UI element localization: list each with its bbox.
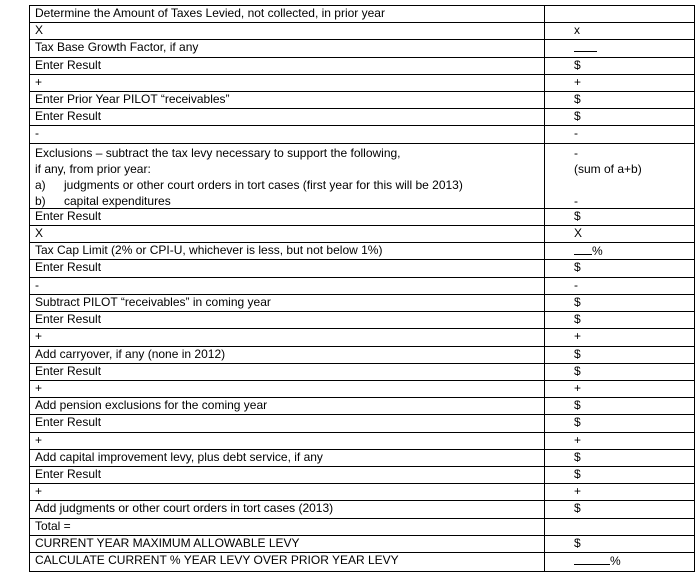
table-row (29, 347, 695, 363)
row-label: Enter Result (35, 415, 102, 429)
exclusions-dash: - (574, 146, 578, 160)
row-value: $ (574, 295, 581, 309)
growth-factor-input-blank[interactable] (574, 40, 597, 56)
row-value: $ (574, 260, 581, 274)
row-label: CURRENT YEAR MAXIMUM ALLOWABLE LEVY (35, 536, 300, 550)
row-value: x (574, 23, 580, 37)
table-row (29, 295, 695, 311)
row-label: Add capital improvement levy, plus debt service, if any (35, 450, 323, 464)
row-label: Enter Result (35, 260, 102, 274)
table-row (29, 40, 695, 57)
row-label: + (35, 433, 43, 447)
row-label: Enter Prior Year PILOT “receivables” (35, 92, 230, 106)
row-value: $ (574, 109, 581, 123)
row-value: $ (574, 450, 581, 464)
exclusions-subheading: if any, from prior year: (35, 162, 151, 176)
exclusion-item-b: b) capital expenditures (35, 194, 171, 208)
table-row (29, 109, 695, 125)
exclusion-item-a: a) judgments or other court orders in tort cases (first year for this will be 2013) (35, 178, 463, 192)
table-row (29, 553, 695, 571)
row-label: Tax Cap Limit (2% or CPI-U, whichever is less, but not below 1%) (35, 243, 383, 257)
table-row (29, 243, 695, 259)
table-row (29, 381, 695, 397)
row-value: $ (574, 364, 581, 378)
row-value: + (574, 381, 582, 395)
row-label: Enter Result (35, 58, 102, 72)
table-row (29, 6, 695, 22)
row-value: X (574, 226, 583, 240)
table-row (29, 226, 695, 242)
row-label: Add carryover, if any (none in 2012) (35, 347, 226, 361)
row-value: + (574, 433, 582, 447)
row-label: Tax Base Growth Factor, if any (35, 40, 199, 54)
table-row (29, 58, 695, 74)
table-row (29, 126, 695, 143)
row-value: $ (574, 398, 581, 412)
row-label: - (35, 278, 39, 292)
row-label: + (35, 484, 43, 498)
row-label: + (35, 329, 43, 343)
row-label: Add judgments or other court orders in tort cases (2013) (35, 501, 334, 515)
row-label: + (35, 75, 43, 89)
row-value: + (574, 484, 582, 498)
row-label: CALCULATE CURRENT % YEAR LEVY OVER PRIOR YEAR LEVY (35, 553, 399, 567)
row-label: Total = (35, 519, 71, 533)
table-row (29, 92, 695, 108)
row-value: - (574, 126, 578, 140)
row-value: $ (574, 467, 581, 481)
table-row (29, 23, 695, 39)
row-label: Enter Result (35, 209, 102, 223)
table-row (29, 501, 695, 518)
row-value: $ (574, 501, 581, 515)
table-row (29, 450, 695, 466)
row-label: X (35, 226, 44, 240)
table-row (29, 519, 695, 535)
table-row (29, 209, 695, 225)
table-row (29, 433, 695, 449)
row-value: $ (574, 536, 581, 550)
table-row (29, 398, 695, 414)
table-row (29, 75, 695, 91)
exclusions-row (29, 144, 695, 208)
row-label: Subtract PILOT “receivables” in coming year (35, 295, 271, 309)
tax-cap-percent-blank[interactable] (574, 243, 603, 259)
table-row (29, 312, 695, 328)
tax-levy-worksheet-table (29, 5, 695, 572)
percent-sign: % (592, 244, 603, 258)
final-percent-blank[interactable] (574, 553, 621, 569)
table-row (29, 260, 695, 277)
row-label: Enter Result (35, 364, 102, 378)
row-label: Enter Result (35, 312, 102, 326)
percent-sign: % (610, 554, 621, 568)
table-row (29, 364, 695, 380)
row-value: + (574, 329, 582, 343)
row-value: + (574, 75, 582, 89)
table-row (29, 484, 695, 500)
row-value: $ (574, 415, 581, 429)
row-value: $ (574, 312, 581, 326)
row-label: Enter Result (35, 109, 102, 123)
row-label: X (35, 23, 44, 37)
row-value: $ (574, 58, 581, 72)
table-row (29, 278, 695, 294)
exclusions-sum-note: (sum of a+b) (574, 162, 642, 176)
row-value: $ (574, 92, 581, 106)
row-label: Enter Result (35, 467, 102, 481)
row-value: $ (574, 347, 581, 361)
table-row (29, 467, 695, 483)
table-row (29, 415, 695, 432)
row-label: - (35, 126, 39, 140)
row-label: + (35, 381, 43, 395)
row-value: - (574, 278, 578, 292)
exclusions-heading: Exclusions – subtract the tax levy necessary to support the following, (35, 146, 401, 160)
row-label: Determine the Amount of Taxes Levied, not collected, in prior year (35, 6, 385, 20)
table-row (29, 536, 695, 552)
exclusions-b-dash: - (574, 194, 578, 208)
row-label: Add pension exclusions for the coming year (35, 398, 268, 412)
table-row (29, 329, 695, 346)
row-value: $ (574, 209, 581, 223)
